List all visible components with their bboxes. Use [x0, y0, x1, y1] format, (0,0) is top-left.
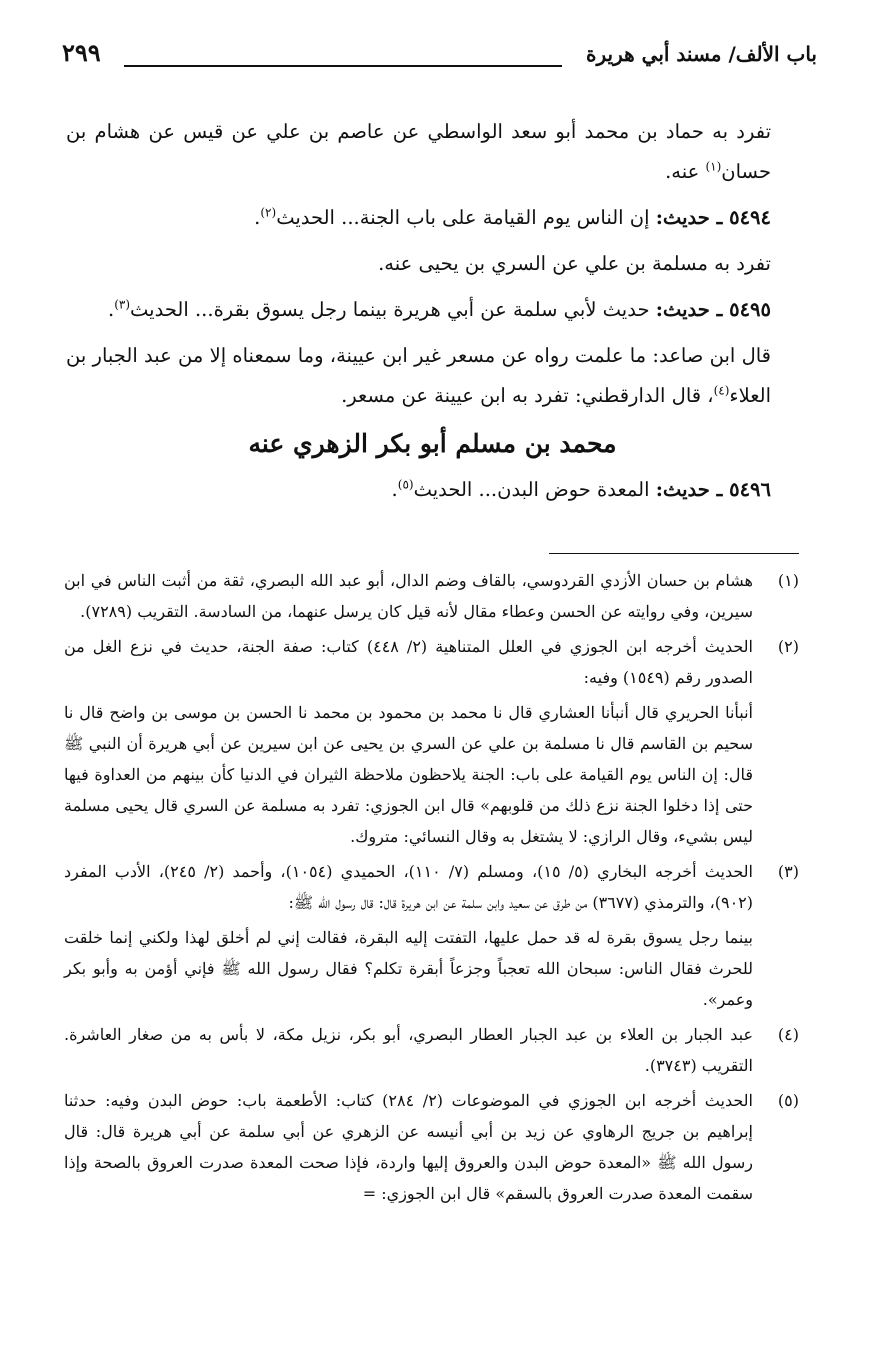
- footnote-text: هشام بن حسان الأزدي القردوسي، بالقاف وضم الدال، أبو عبد الله البصري، ثقة من أثبت الناس في ابن سيرين، وفي روايته عن الحسن وعطاء مقال لأنه قيل كان يرسل عنهما، من السادسة. التقريب (٧٢٨٩).: [64, 571, 753, 621]
- footnote-quote: أنبأنا الحريري قال أنبأنا العشاري قال نا محمد بن محمود بن محمد نا الحسن بن موسى بن واضح قال نا سحيم بن القاسم قال نا مسلمة بن علي عن السري بن يحيى عن ابن سيرين عن أبي هريرة أن النبي ﷺ قال: إن الناس يوم القيامة على باب: الجنة يلاحظون ملاحظة الثيران في الدنيا كأن بينهم من العداوة فيها حتى إذا دخلوا الجنة نزع ذلك من قلوبهم» قال ابن الجوزي: تفرد به مسلمة عن السري قال يحيى مسلمة ليس بشيء، وقال الرازي: لا يشتغل به وقال النسائي: متروك.: [64, 703, 754, 846]
- paragraph-2: تفرد به مسلمة بن علي عن السري بن يحيى عنه.: [378, 252, 771, 275]
- footnote-number: (١): [777, 571, 799, 590]
- footnote-1: [64, 565, 799, 627]
- footnote-number: (٣): [777, 862, 799, 881]
- footnote-number: (٥): [777, 1091, 799, 1110]
- footnote-divider: [549, 553, 799, 554]
- footnote-number: (٢): [777, 637, 799, 656]
- hadith-5496: ٥٤٩٦ ـ حديث: المعدة حوض البدن... الحديث$^{(٥)}$.: [391, 477, 771, 501]
- paragraph-3: قال ابن صاعد: ما علمت رواه عن مسعر غير ابن عيينة، وما سمعناه إلا من عبد الجبار بن العلاء$^{(٤)}$، قال الدارقطني: تفرد به ابن عيينة عن مسعر.: [66, 344, 771, 407]
- header-rule: [124, 65, 562, 67]
- footnote-ref: (٣): [114, 297, 131, 312]
- paragraph-1: تفرد به حماد بن محمد أبو سعد الواسطي عن عاصم بن علي عن قيس عن هشام بن حسان$^{(١)}$ عنه.: [66, 120, 771, 183]
- main-text: [66, 112, 799, 516]
- footnote-2: [64, 631, 799, 852]
- footnotes: [64, 565, 799, 1213]
- running-title: باب الألف/ مسند أبي هريرة: [586, 42, 817, 66]
- hadith-number: ٥٤٩٥ ـ حديث:: [655, 298, 771, 321]
- footnote-ref: (٢): [260, 205, 277, 220]
- hadith-5495: ٥٤٩٥ ـ حديث: حديث لأبي سلمة عن أبي هريرة بينما رجل يسوق بقرة... الحديث$^{(٣)}$.: [108, 297, 771, 321]
- footnote-4: [64, 1019, 799, 1081]
- footnote-text: الحديث أخرجه ابن الجوزي في الموضوعات (٢/ ٢٨٤) كتاب: الأطعمة باب: حوض البدن وفيه: حدثنا إبراهيم بن جريج الرهاوي عن زيد بن أبي أنيسه عن الزهري عن أبي سلمة عن أبي هريرة قال: قال رسول الله ﷺ «المعدة حوض البدن والعروق إليها واردة، فإذا صحت المعدة صدرت العروق بالصحة وإذا سقمت المعدة صدرت العروق بالسقم» قال ابن الجوزي: =: [64, 1091, 753, 1203]
- footnote-5: [64, 1085, 799, 1209]
- footnote-ref: (٤): [713, 383, 730, 398]
- hadith-number: ٥٤٩٤ ـ حديث:: [655, 206, 771, 229]
- footnote-text: الحديث أخرجه البخاري (٥/ ١٥)، ومسلم (٧/ ١١٠)، الحميدي (١٠٥٤)، وأحمد (٢/ ٢٤٥)، الأدب المفرد (٩٠٢)، والترمذي (٣٦٧٧) من طرق عن سعيد وابن سلمة عن ابن هريرة قال: قال رسول الله ﷺ:: [64, 862, 753, 912]
- hadith-5494: ٥٤٩٤ ـ حديث: إن الناس يوم القيامة على باب الجنة... الحديث$^{(٢)}$.: [254, 205, 771, 229]
- page-header: [62, 38, 817, 78]
- section-title: محمد بن مسلم أبو بكر الزهري عنه: [248, 429, 617, 458]
- footnote-number: (٤): [777, 1025, 799, 1044]
- footnote-text: عبد الجبار بن العلاء بن عبد الجبار العطار البصري، أبو بكر، نزيل مكة، لا بأس به من صغار العاشرة. التقريب (٣٧٤٣).: [64, 1025, 753, 1075]
- footnote-quote: بينما رجل يسوق بقرة له قد حمل عليها، التفتت إليه البقرة، فقالت إني لم أخلق لهذا ولكني إنما خلقت للحرث فقال الناس: سبحان الله تعجباً وجزعاً أبقرة تكلم؟ فقال رسول الله ﷺ فإني أؤمن به وأبو بكر وعمر».: [64, 928, 753, 1009]
- footnote-ref: (١): [705, 159, 722, 174]
- footnote-3: [64, 856, 799, 1015]
- footnote-ref: (٥): [397, 477, 414, 492]
- footnote-text: الحديث أخرجه ابن الجوزي في العلل المتناهية (٢/ ٤٤٨) كتاب: صفة الجنة، حديث في نزع الغل من الصدور رقم (١٥٤٩) وفيه:: [64, 637, 754, 687]
- hadith-number: ٥٤٩٦ ـ حديث:: [655, 478, 771, 501]
- page-number: ٢٩٩: [62, 38, 101, 67]
